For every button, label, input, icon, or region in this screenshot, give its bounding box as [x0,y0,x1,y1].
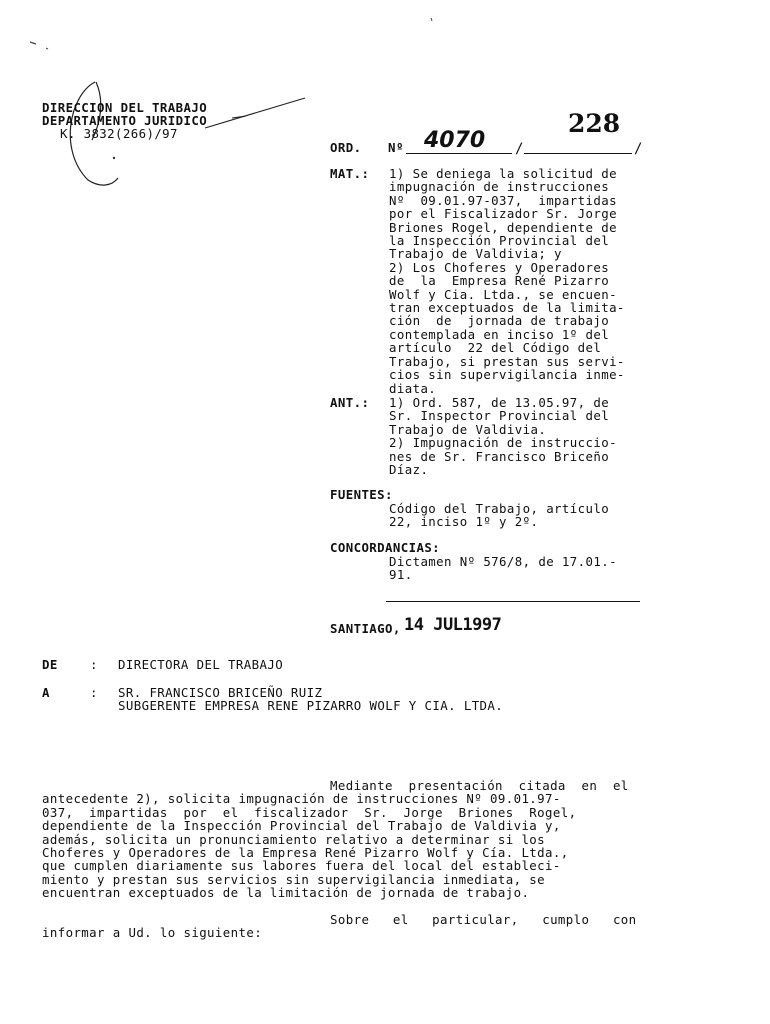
mat-line: Trabajo de Valdivia; y [389,246,562,262]
fuentes-line: Código del Trabajo, artículo [389,501,610,516]
de-label: DE [42,657,58,672]
mat-line: 1) Se deniega la solicitud de [389,166,617,181]
mat-line: tran exceptuados de la limita- [389,300,625,316]
mat-line: artículo 22 del Código del [389,340,602,356]
fuentes-line: 22, inciso 1º y 2º. [389,514,539,530]
body-line: miento y prestan sus servicios sin supervigilancia inmediata, se [42,871,546,887]
ord-number-underline [406,153,512,154]
ord-separator-2: / [634,141,643,157]
place-label: SANTIAGO, [330,621,401,636]
department-line-2: DEPARTAMENTO JURIDICO [42,113,208,128]
body-line: informar a Ud. lo siguiente: [42,925,263,941]
fuentes-label: FUENTES: [330,487,393,502]
body-line: Sobre el particular, cumplo con [330,912,637,927]
a-value-line-2: SUBGERENTE EMPRESA RENE PIZARRO WOLF Y CIA. LTDA. [118,698,504,713]
ant-line: 2) Impugnación de instruccio- [389,435,617,451]
mat-line: ción de jornada de trabajo [389,313,610,329]
body-line: antecedente 2), solicita impugnación de instrucciones Nº 09.01.97- [42,791,561,807]
body-line: que cumplen diariamente sus labores fuera del local del estableci- [42,858,561,874]
body-line: 037, impartidas por el fiscalizador Sr. Jorge Briones Rogel, [42,804,577,820]
ant-line: nes de Sr. Francisco Briceño [389,448,610,464]
mat-line: Briones Rogel, dependiente de [389,219,617,235]
body-line: Choferes y Operadores de la Empresa René Pizarro Wolf y Cía. Ltda., [42,845,569,861]
date-stamp: 14 JUL1997 [404,615,502,635]
mat-line: Wolf y Cia. Ltda., se encuen- [389,286,617,302]
body-paragraph-1 [42,779,682,900]
body-line: dependiente de la Inspección Provincial del Trabajo de Valdivia y, [42,818,561,834]
ant-line: Sr. Inspector Provincial del [389,408,610,424]
ant-label: ANT.: [330,395,370,410]
mat-label: MAT.: [330,166,370,181]
ant-text [389,396,617,476]
ant-line: 1) Ord. 587, de 13.05.97, de [389,395,610,410]
mat-text [389,167,625,395]
a-separator: : [90,685,98,700]
ord-stamp-underline [524,153,632,154]
concordancias-label: CONCORDANCIAS: [330,540,441,555]
body-paragraph-2 [42,913,682,940]
mat-line: diata. [389,380,437,396]
ord-label: ORD. [330,140,362,155]
fuentes-text [389,502,609,529]
concordancias-line: 91. [389,567,413,583]
ant-line: Trabajo de Valdivia. [389,421,547,437]
a-label: A [42,685,50,700]
mat-line: contemplada en inciso 1º del [389,326,610,342]
ant-line: Díaz. [389,462,429,478]
mat-line: por el Fiscalizador Sr. Jorge [389,206,617,222]
file-reference: K. 3832(266)/97 [60,126,178,141]
mat-line: Trabajo, si prestan sus servi- [389,353,625,369]
mat-line: de la Empresa René Pizarro [389,273,610,289]
ord-separator-1: / [515,141,524,157]
ord-stamp-number: 228 [568,109,621,138]
a-value-line-1: SR. FRANCISCO BRICEÑO RUIZ [118,685,323,700]
ord-number: 4070 [424,128,486,153]
body-line: además, solicita un pronunciamiento relativo a determinar si los [42,831,546,847]
concordancias-line: Dictamen Nº 576/8, de 17.01.- [389,554,617,569]
mat-line: la Inspección Provincial del [389,233,610,249]
mat-line: impugnación de instrucciones [389,179,610,195]
body-line: encuentran exceptuados de la limitación de jornada de trabajo. [42,885,530,901]
de-value: DIRECTORA DEL TRABAJO [118,657,284,672]
mat-line: Nº 09.01.97-037, impartidas [389,192,617,208]
department-line-1: DIRECCION DEL TRABAJO [42,100,208,115]
mat-line: 2) Los Choferes y Operadores [389,259,610,275]
de-separator: : [90,657,98,672]
ord-number-label: Nº [388,140,404,155]
signature-separator-line [386,601,640,602]
mat-line: cios sin supervigilancia inme- [389,367,625,383]
body-line: Mediante presentación citada en el [330,778,629,793]
concordancias-text [389,555,617,582]
